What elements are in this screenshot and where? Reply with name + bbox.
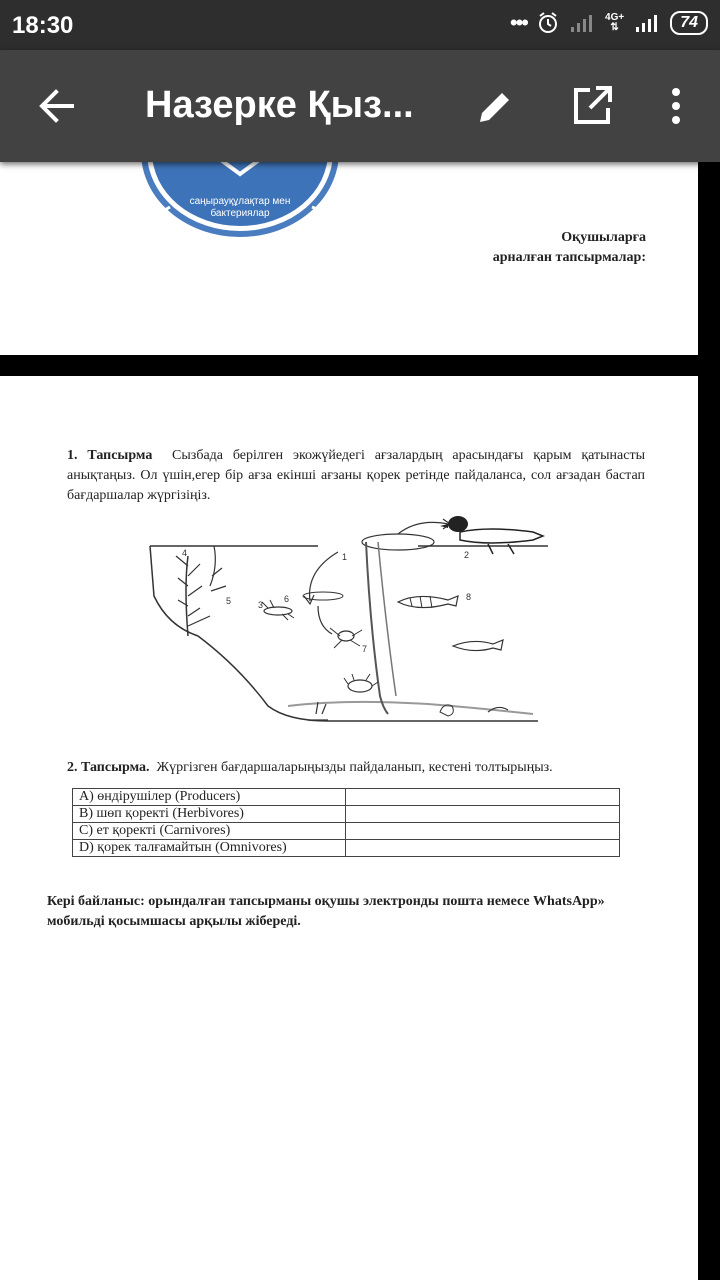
- signal-strong-icon: [634, 13, 660, 33]
- back-arrow-icon[interactable]: [36, 86, 76, 126]
- table-row: [73, 789, 620, 806]
- feedback-text: Кері байланыс: орындалған тапсырманы оқушы электронды пошта немесе WhatsApp» мобильді қосымшасы арқылы жібереді.: [47, 894, 605, 929]
- task1-label: 1. Тапсырма: [67, 448, 153, 463]
- task1-paragraph: [67, 446, 645, 506]
- cycle-label: саңырауқұлақтар мен бактериялар: [189, 196, 291, 219]
- table-cell-answer: [346, 840, 620, 857]
- table-row: [73, 840, 620, 857]
- classification-table: [72, 788, 620, 857]
- more-options-icon[interactable]: [664, 84, 688, 128]
- signal-weak-icon: [569, 13, 595, 33]
- task1-text: Сызбада берілген экожүйедегі ағзалардың арасындағы қарым қатынасты анықтаңыз. Ол үшін,егер бір ағза екінші ағзаны қорек ретінде пайдаланса, сол ағзадан бастап бағдаршалар жүргізіңіз.: [67, 448, 646, 503]
- table-row: [73, 806, 620, 823]
- alarm-icon: [537, 12, 559, 34]
- table-cell-label: D) қорек талғамайтын (Omnivores): [73, 840, 346, 857]
- diagram-label-3: 3: [258, 600, 264, 610]
- task2-label: 2. Тапсырма.: [67, 760, 150, 775]
- table-cell-label: B) шөп қоректі (Herbivores): [73, 806, 346, 823]
- document-title: Назерке Қыз...: [145, 84, 414, 126]
- table-row: [73, 823, 620, 840]
- ecosystem-diagram: [148, 516, 568, 736]
- table-cell-answer: [346, 823, 620, 840]
- page1-heading-line1: Оқушыларға: [561, 230, 646, 245]
- diagram-label-1: 1: [342, 552, 348, 562]
- status-bar: [0, 0, 720, 50]
- edit-pencil-icon[interactable]: [474, 86, 516, 128]
- diagram-label-5: 5: [226, 596, 232, 606]
- table-cell-answer: [346, 806, 620, 823]
- network-type: 4G+ ⇅: [605, 12, 625, 33]
- status-time: 18:30: [12, 12, 74, 39]
- table-cell-answer: [346, 789, 620, 806]
- document-page-2: [0, 376, 698, 1280]
- diagram-label-7: 7: [362, 644, 368, 654]
- diagram-label-6: 6: [284, 594, 290, 604]
- table-cell-label: A) өндірушілер (Producers): [73, 789, 346, 806]
- document-page-1: [0, 162, 698, 355]
- status-icons: [510, 10, 708, 36]
- diagram-label-8: 8: [466, 592, 472, 602]
- diagram-label-2: 2: [464, 550, 470, 560]
- page1-heading-line2: арналған тапсырмалар:: [492, 250, 646, 265]
- diagram-label-4: 4: [182, 548, 188, 558]
- task2-paragraph: [67, 760, 645, 776]
- battery-indicator: 74: [670, 11, 708, 35]
- page1-heading: [493, 228, 646, 268]
- app-bar: [0, 50, 720, 162]
- more-dots-icon: •••: [509, 10, 528, 35]
- task2-text: Жүргізген бағдаршаларыңызды пайдаланып, кестені толтырыңыз.: [156, 760, 553, 775]
- open-external-icon[interactable]: [570, 84, 614, 128]
- table-cell-label: C) ет қоректі (Carnivores): [73, 823, 346, 840]
